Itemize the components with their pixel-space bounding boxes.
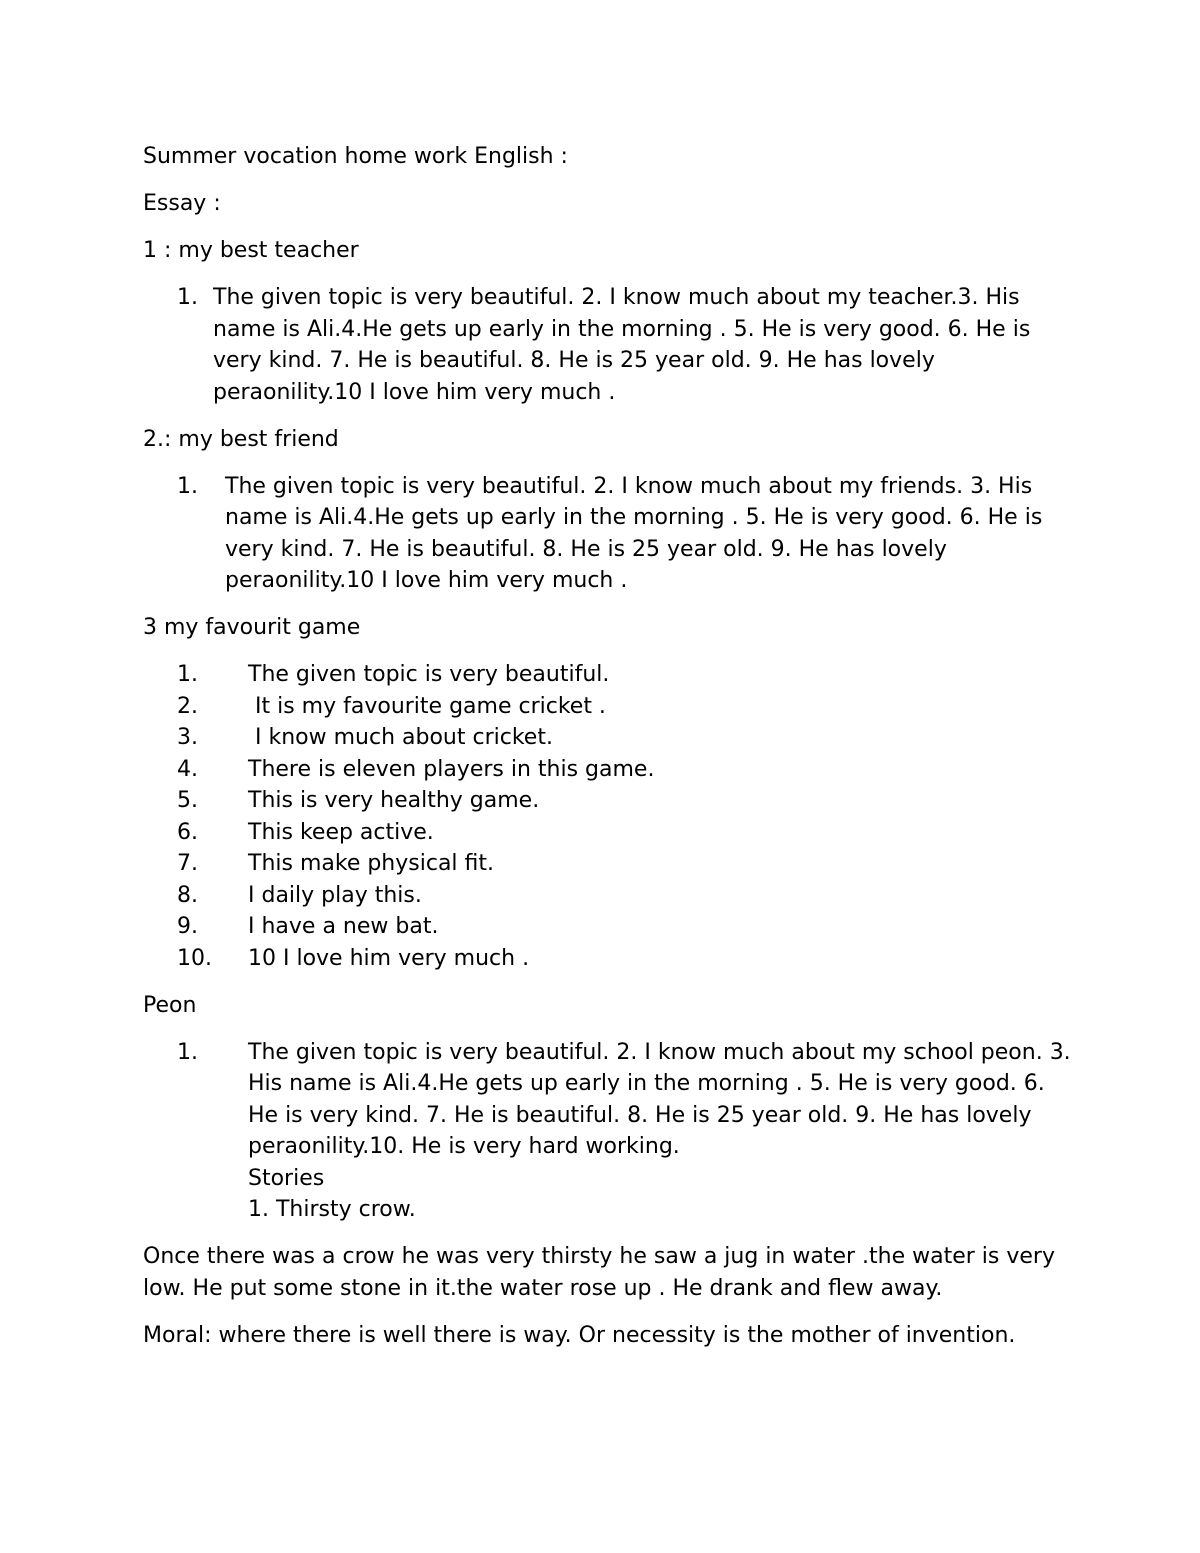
list-item xyxy=(143,880,1080,912)
game-list xyxy=(143,659,1080,974)
teacher-section-title: 1 : my best teacher xyxy=(143,238,359,263)
list-item-text: It is my favourite game cricket . xyxy=(248,693,606,719)
essay-label: Essay : xyxy=(143,191,221,216)
list-item-text: The given topic is very beautiful. xyxy=(248,662,610,687)
list-number: 6. xyxy=(177,819,198,845)
list-item-text: This is very healthy game. xyxy=(248,788,540,813)
teacher-essay-item xyxy=(143,282,1080,408)
list-number: 3. xyxy=(177,725,198,750)
list-number: 7. xyxy=(177,851,198,876)
stories-label: Stories xyxy=(248,1165,325,1191)
list-number: 1. xyxy=(177,285,198,310)
list-item-text: There is eleven players in this game. xyxy=(248,756,655,782)
peon-essay-text: The given topic is very beautiful. 2. I know much about my school peon. 3. His name is Ali.4.He gets up early in the morning . 5. He is very good. 6. He is very kind. 7. He is beautiful. 8. He is 25 year old. 9. He has lovely peraonility.10. He is very hard working. xyxy=(248,1039,1071,1159)
teacher-essay-text: The given topic is very beautiful. 2. I know much about my teacher.3. His name is Ali.4.He gets up early in the morning . 5. He is very good. 6. He is very kind. 7. He is beautiful. 8. He is 25 year old. 9. He has lovely peraonility.10 I love him very much . xyxy=(213,285,1031,405)
list-item xyxy=(143,659,1080,691)
list-number: 9. xyxy=(177,914,198,939)
list-item xyxy=(143,691,1080,723)
document-heading: Summer vocation home work English : xyxy=(143,144,568,169)
list-item-text: I daily play this. xyxy=(248,882,422,908)
list-number: 4. xyxy=(177,756,198,782)
list-number: 1. xyxy=(177,473,198,499)
list-number: 8. xyxy=(177,882,198,908)
story-paragraph: Once there was a crow he was very thirsty he saw a jug in water .the water is very low. He put some stone in it.the water rose up . He drank and flew away. xyxy=(143,1244,1055,1301)
list-item-text: This keep active. xyxy=(248,819,434,845)
list-number: 10. xyxy=(177,945,212,971)
list-item-text: I have a new bat. xyxy=(248,914,439,939)
list-item xyxy=(143,817,1080,849)
list-number: 1. xyxy=(177,1039,198,1065)
friend-essay-item xyxy=(143,471,1080,597)
list-item-text: 10 I love him very much . xyxy=(248,945,530,971)
friend-section-title: 2.: my best friend xyxy=(143,426,339,452)
moral-paragraph: Moral: where there is well there is way. Or necessity is the mother of invention. xyxy=(143,1322,1016,1348)
game-section-title: 3 my favourit game xyxy=(143,615,361,640)
story-title: 1. Thirsty crow. xyxy=(248,1197,416,1222)
list-item-text: This make physical fit. xyxy=(248,851,495,876)
list-item xyxy=(143,722,1080,754)
list-item xyxy=(143,848,1080,880)
friend-essay-text: The given topic is very beautiful. 2. I know much about my friends. 3. His name is Ali.4.He gets up early in the morning . 5. He is very good. 6. He is very kind. 7. He is beautiful. 8. He is 25 year old. 9. He has lovely peraonility.10 I love him very much . xyxy=(225,473,1043,593)
list-item xyxy=(143,911,1080,943)
list-item xyxy=(143,943,1080,975)
peon-section-title: Peon xyxy=(143,992,197,1018)
peon-essay-item xyxy=(143,1037,1080,1226)
list-item xyxy=(143,754,1080,786)
list-item-text: I know much about cricket. xyxy=(248,725,553,750)
list-number: 2. xyxy=(177,693,198,719)
list-item xyxy=(143,785,1080,817)
list-number: 5. xyxy=(177,788,198,813)
list-number: 1. xyxy=(177,662,198,687)
